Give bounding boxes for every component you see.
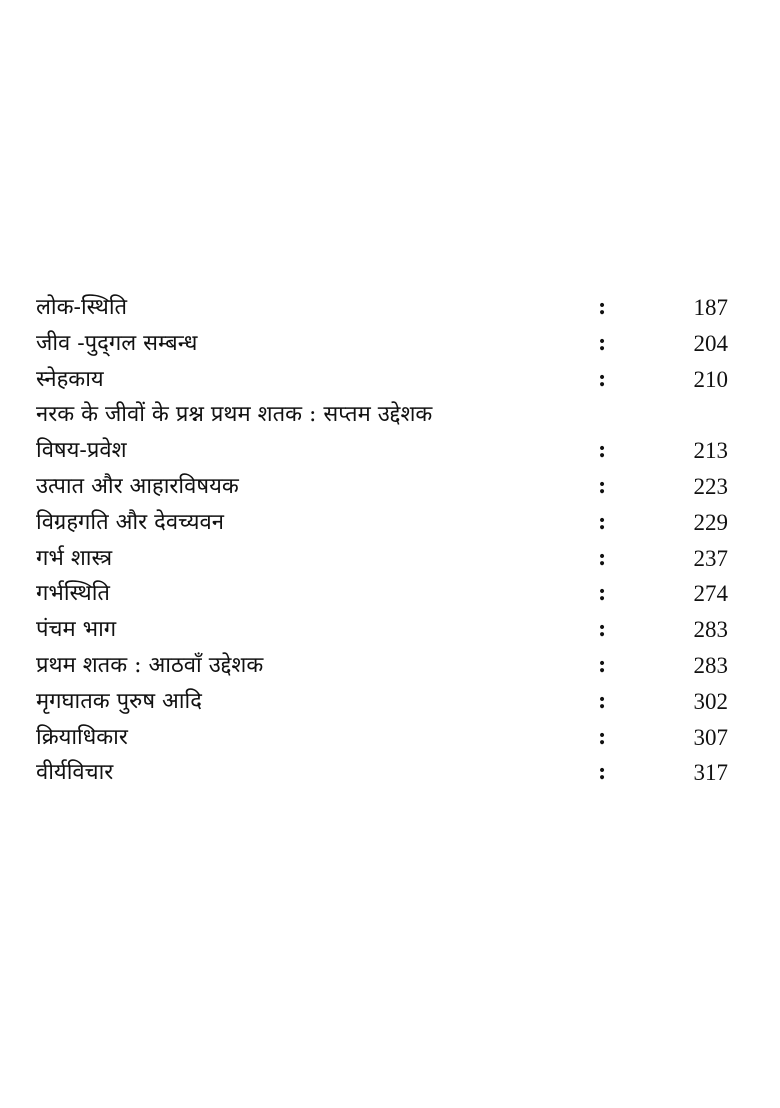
toc-entry <box>36 720 740 756</box>
toc-entry-page: 213 <box>693 438 728 464</box>
toc-entry-separator: : <box>598 472 607 499</box>
toc-entry-page: 229 <box>693 509 728 535</box>
toc-entry-separator: : <box>598 544 607 571</box>
table-of-contents <box>36 290 740 791</box>
toc-entry-title: पंचम भाग <box>36 617 117 643</box>
toc-entry <box>36 433 740 469</box>
toc-entry-page: 307 <box>693 724 728 750</box>
toc-entry-separator: : <box>598 508 607 535</box>
toc-entry <box>36 612 740 648</box>
toc-entry-title: वीर्यविचार <box>36 760 114 786</box>
toc-entry-title: मृगघातक पुरुष आदि <box>36 688 202 714</box>
toc-entry-page: 302 <box>693 688 728 714</box>
toc-entry-title: प्रथम शतक : आठवाँ उद्देशक <box>36 652 264 678</box>
toc-entry-title: जीव -पुद्‌गल सम्बन्ध <box>36 330 198 356</box>
toc-section-heading <box>36 397 740 433</box>
toc-entry-title: लोक-स्थिति <box>36 295 128 320</box>
toc-entry-page: 223 <box>693 473 728 499</box>
toc-entry-title: उत्पात और आहारविषयक <box>36 473 239 499</box>
toc-entry-title: विग्रहगति और देवच्यवन <box>36 509 224 535</box>
toc-entry <box>36 362 740 398</box>
toc-entry <box>36 505 740 541</box>
toc-entry-page: 283 <box>693 617 728 643</box>
toc-entry <box>36 755 740 791</box>
toc-entry <box>36 576 740 612</box>
toc-entry-title: क्रियाधिकार <box>36 724 128 750</box>
toc-entry <box>36 541 740 577</box>
toc-entry-page: 283 <box>693 652 728 678</box>
toc-entry-separator: : <box>598 329 607 356</box>
toc-entry-page: 210 <box>693 366 728 392</box>
toc-entry-page: 237 <box>693 545 728 571</box>
toc-entry <box>36 326 740 362</box>
toc-entry-title: स्नेहकाय <box>36 366 104 392</box>
toc-entry-page: 187 <box>693 295 728 320</box>
toc-entry-separator: : <box>598 437 607 464</box>
toc-section-heading-text: नरक के जीवों के प्रश्न प्रथम शतक : सप्तम उद्देशक <box>36 402 433 428</box>
toc-entry <box>36 648 740 684</box>
toc-entry-title: गर्भस्थिति <box>36 581 110 607</box>
toc-entry-separator: : <box>598 616 607 643</box>
toc-entry-separator: : <box>598 294 607 320</box>
toc-entry <box>36 469 740 505</box>
toc-entry-separator: : <box>598 651 607 678</box>
toc-entry-separator: : <box>598 687 607 714</box>
toc-entry-page: 317 <box>693 760 728 786</box>
toc-entry-page: 274 <box>693 581 728 607</box>
toc-entry <box>36 290 740 326</box>
toc-entry-title: गर्भ शास्त्र <box>36 545 113 571</box>
toc-entry-separator: : <box>598 759 607 786</box>
toc-entry <box>36 684 740 720</box>
toc-entry-separator: : <box>598 365 607 392</box>
toc-entry-page: 204 <box>693 330 728 356</box>
toc-entry-separator: : <box>598 580 607 607</box>
toc-entry-separator: : <box>598 723 607 750</box>
toc-entry-title: विषय-प्रवेश <box>36 438 127 464</box>
